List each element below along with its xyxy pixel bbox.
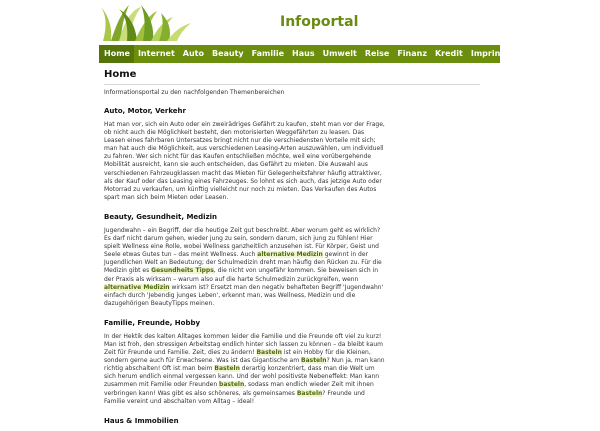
nav-beauty[interactable]: Beauty [211, 49, 244, 58]
section-text-auto: Hat man vor, sich ein Auto oder ein zweirädriges Gefährt zu kaufen, steht man vor der Frage, ob nicht auch die Möglichkeit besteht, den motorisierten Weggefährten zu leasen. Das Leasen eines fahrbaren Untersatzes bringt nicht nur die verschiedensten Vorteile mit sich; man hat auch die Möglichkeit, aus verschiedenen Leasing-Arten auszuwählen, um individuell zu fahren. Wer sich nicht für das Kaufen entschließen möchte, weil eine vorübergehende Mobilität ausreicht, kann sie auch entscheiden, das Gefährt zu mieten. Die Auswahl aus verschiedenen Fahrzeugklassen macht das Mieten für Gelegenheitsfahrer häufig attraktiver, als der Kauf oder das Leasing eines Fahrzeuges. So lohnt es sich auch, das jetzige Auto oder Motorrad zu verkaufen, um künftig vielleicht nur noch zu mieten. Das Verkaufen des Autos spart man sich beim Mieten oder Leasen. [104, 121, 385, 201]
section-text-beauty [104, 227, 386, 308]
text-span: In der Hektik des kalten Alltages kommen leider die Familie und die Freunde oft viel zu kurz! Man ist froh, den stressigen Arbeitstag endlich hinter sich lassen zu können – da bleibt kaum Zeit für Freunde und Familie. Zeit, dies zu ändern! [104, 332, 383, 357]
nav-home[interactable]: Home [99, 45, 134, 63]
nav-auto[interactable]: Auto [182, 49, 204, 58]
intro-text: Informationsportal zu den nachfolgenden Themenbereichen [104, 89, 285, 96]
text-span: gewinnt in der Jugendlichen Welt an Bedeutung; der Schulmedizin dreht man häufig den Rücken zu. Für die Medizin gibt es [104, 251, 382, 275]
link-basteln-3[interactable]: Basteln [214, 365, 240, 373]
main-content [99, 69, 500, 431]
text-span: wirksam ist? Ersetzt man den negativ behafteten Begriff 'Jugendwahn' einfach durch 'Jebendig junges Leben', erkennt man, was Wellness, Medizin und die dazugehörigen BeautyTipps meinen. [104, 283, 384, 307]
grass-logo-image [99, 5, 199, 41]
nav-familie[interactable]: Familie [251, 49, 285, 58]
page-container [99, 5, 505, 425]
main-navigation [99, 45, 505, 63]
nav-internet[interactable]: Internet [137, 49, 175, 58]
section-heading-beauty: Beauty, Gesundheit, Medizin [104, 212, 218, 221]
nav-kredit[interactable]: Kredit [434, 49, 463, 58]
text-span: ist ein Hobby für die Kleinen, sondern gerne auch für Erwachsene. Was ist das Gigantische am [104, 349, 371, 365]
text-span: ? Nun ja, man kann richtig abschalten! Oft ist man beim [104, 357, 385, 373]
link-basteln-2[interactable]: Basteln [301, 357, 327, 365]
divider [104, 84, 480, 85]
text-span: , sodass man endlich wieder Zeit mit ihnen verbringen kann! Was gibt es also schöneres, als gemeinsames [104, 381, 374, 397]
link-gesundheits-tipps[interactable]: Gesundheits Tipps [151, 267, 214, 275]
text-span: Jugendwahn – ein Begriff, der die heutige Zeit gut beschreibt. Aber worum geht es wirklich? Es darf nicht darum gehen, wieder jung zu sein, sondern darum, sich jung zu fühlen! Hier spielt Wellness eine Rolle, wobei Wellness ganzheitlich anzusehen ist. Für Körper, Geist und Seele etwas Gutes tun – das meint Wellness. Auch [104, 226, 381, 259]
page-title: Home [104, 69, 137, 80]
text-span: ? Freunde und Familie vereint und abschalten vom Alltag – ideal! [104, 389, 365, 405]
section-heading-familie: Familie, Freunde, Hobby [104, 318, 201, 327]
link-basteln-4[interactable]: basteln [219, 381, 245, 389]
section-heading-auto: Auto, Motor, Verkehr [104, 107, 186, 115]
link-alternative-medizin-2[interactable]: alternative Medizin [104, 283, 170, 291]
link-basteln-1[interactable]: Basteln [256, 349, 282, 357]
text-span: , die nicht von ungefähr kommen. Sie beweisen sich in der Praxis als wirksam – warum also auf die harte Schulmedizin zurückgreifen, wenn [104, 267, 379, 283]
link-basteln-5[interactable]: Basteln [296, 389, 323, 397]
text-span: derartig konzentriert, dass man die Welt um sich herum endlich einmal vergessen kann. Und der wohl positivste Nebeneffekt: Man kann zusammen mit Familie oder Freunden [104, 365, 380, 389]
nav-haus[interactable]: Haus [292, 49, 315, 58]
section-heading-haus: Haus & Immobilien [104, 416, 179, 425]
nav-umwelt[interactable]: Umwelt [322, 49, 357, 58]
nav-imprint[interactable]: Imprint [470, 49, 505, 58]
site-title: Infoportal [280, 14, 359, 30]
nav-reise[interactable]: Reise [364, 49, 390, 58]
nav-finanz[interactable]: Finanz [397, 49, 427, 58]
site-header [99, 5, 500, 41]
link-alternative-medizin[interactable]: alternative Medizin [257, 251, 323, 259]
section-text-familie [104, 333, 386, 406]
